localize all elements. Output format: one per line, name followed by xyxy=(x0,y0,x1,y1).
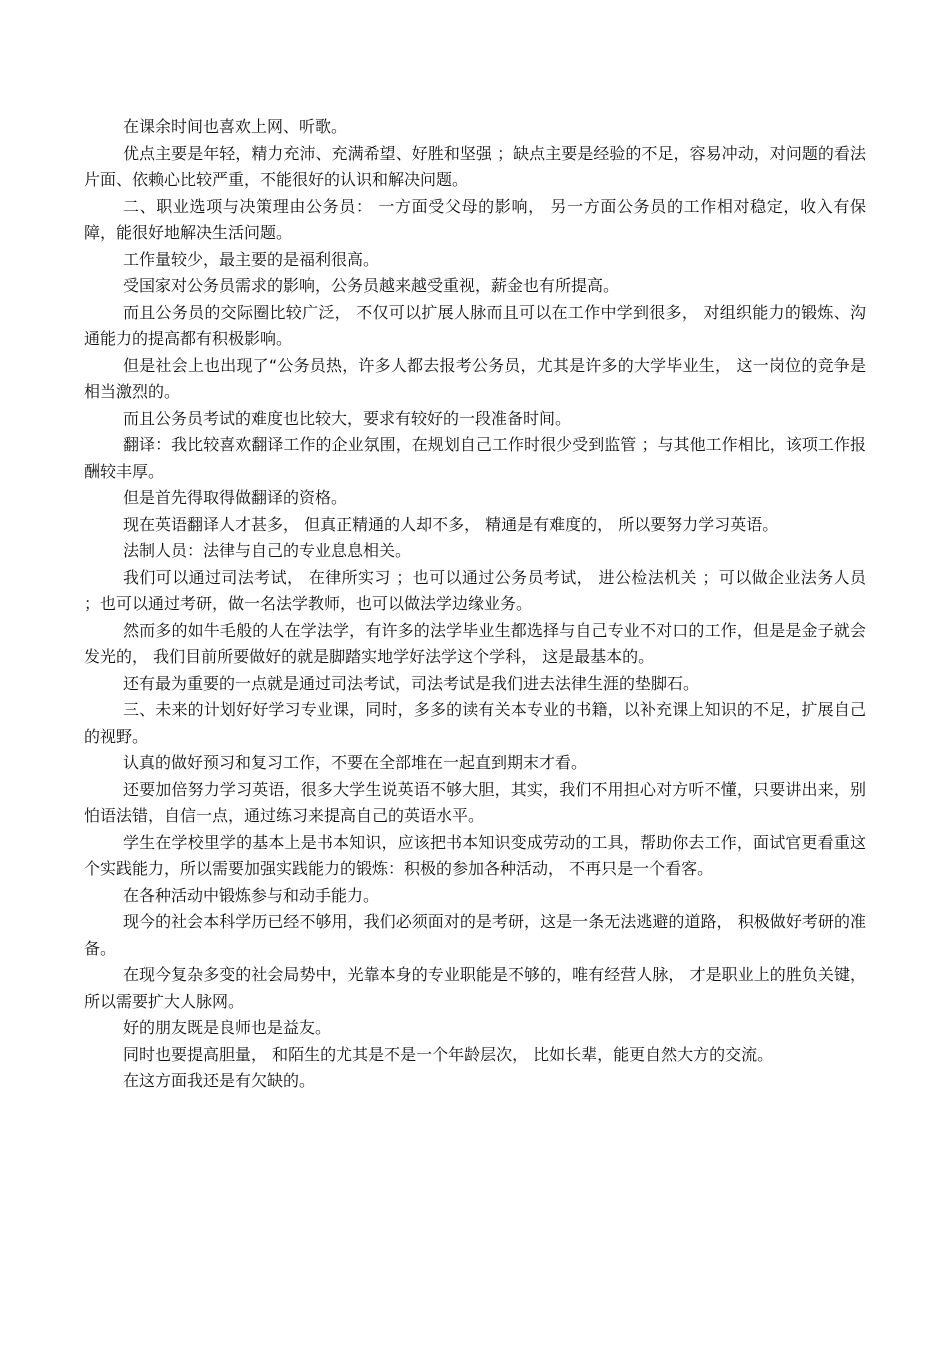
paragraph: 在各种活动中锻炼参与和动手能力。 xyxy=(123,885,380,905)
paragraph: 还有最为重要的一点就是通过司法考试，司法考试是我们进去法律生涯的垫脚石。 xyxy=(123,673,700,693)
paragraph: 但是首先得取得做翻译的资格。 xyxy=(123,488,348,507)
paragraph: 在现今复杂多变的社会局势中，光靠本身的专业职能是不够的，唯有经营人脉， 才是职业上的胜负关键，所以需要扩大人脉网。 xyxy=(84,965,866,1011)
paragraph: 我们可以通过司法考试， 在律所实习 ；也可以通过公务员考试， 进公检法机关 ；可以做企业法务人员 ；也可以通过考研，做一名法学教师，也可以做法学边缘业务。 xyxy=(84,567,866,613)
paragraph: 学生在学校里学的基本上是书本知识，应该把书本知识变成劳动的工具，帮助你去工作，面试官更看重这个实践能力，所以需要加强实践能力的锻炼：积极的参加各种活动， 不再只是一个看客。 xyxy=(84,832,866,878)
paragraph: 同时也要提高胆量， 和陌生的尤其是不是一个年龄层次， 比如长辈，能更自然大方的交流。 xyxy=(123,1044,774,1064)
paragraph: 法制人员：法律与自己的专业息息相关。 xyxy=(123,541,412,560)
paragraph: 现今的社会本科学历已经不够用，我们必须面对的是考研，这是一条无法逃避的道路， 积极做好考研的准备。 xyxy=(84,912,866,958)
paragraph: 在课余时间也喜欢上网、听歌。 xyxy=(123,117,348,136)
paragraph: 受国家对公务员需求的影响，公务员越来越受重视，薪金也有所提高。 xyxy=(123,276,620,295)
paragraph: 好的朋友既是良师也是益友。 xyxy=(123,1018,332,1037)
paragraph: 而且公务员的交际圈比较广泛， 不仅可以扩展人脉而且可以在工作中学到很多， 对组织能力的锻炼、沟通能力的提高都有积极影响。 xyxy=(84,302,866,348)
paragraph: 三、未来的计划好好学习专业课，同时，多多的读有关本专业的书籍，以补充课上知识的不足，扩展自己的视野。 xyxy=(84,700,866,746)
paragraph: 工作量较少，最主要的是福利很高。 xyxy=(123,249,380,269)
paragraph: 还要加倍努力学习英语，很多大学生说英语不够大胆，其实，我们不用担心对方听不懂，只要讲出来，别怕语法错，自信一点，通过练习来提高自己的英语水平。 xyxy=(84,779,866,825)
paragraph: 在这方面我还是有欠缺的。 xyxy=(123,1071,316,1090)
paragraph: 而且公务员考试的难度也比较大，要求有较好的一段准备时间。 xyxy=(123,408,572,428)
paragraph: 翻译：我比较喜欢翻译工作的企业氛围，在规划自己工作时很少受到监管 ；与其他工作相比，该项工作报酬较丰厚。 xyxy=(84,435,866,481)
paragraph: 优点主要是年轻，精力充沛、充满希望、好胜和坚强 ；缺点主要是经验的不足，容易冲动，对问题的看法片面、依赖心比较严重，不能很好的认识和解决问题。 xyxy=(84,143,866,189)
paragraph: 然而多的如牛毛般的人在学法学，有许多的法学毕业生都选择与自己专业不对口的工作，但是是金子就会发光的， 我们目前所要做好的就是脚踏实地学好法学这个学科， 这是最基本的。 xyxy=(84,620,866,666)
paragraph: 认真的做好预习和复习工作，不要在全部堆在一起直到期末才看。 xyxy=(123,753,588,772)
paragraph: 二、职业选项与决策理由公务员： 一方面受父母的影响， 另一方面公务员的工作相对稳定，收入有保障，能很好地解决生活问题。 xyxy=(84,196,866,242)
paragraph: 但是社会上也出现了“公务员热，许多人都去报考公务员，尤其是许多的大学毕业生， 这一岗位的竞争是相当激烈的。 xyxy=(84,355,866,401)
paragraph: 现在英语翻译人才甚多， 但真正精通的人却不多， 精通是有难度的， 所以要努力学习英语。 xyxy=(123,514,779,534)
document-body xyxy=(84,114,866,1095)
